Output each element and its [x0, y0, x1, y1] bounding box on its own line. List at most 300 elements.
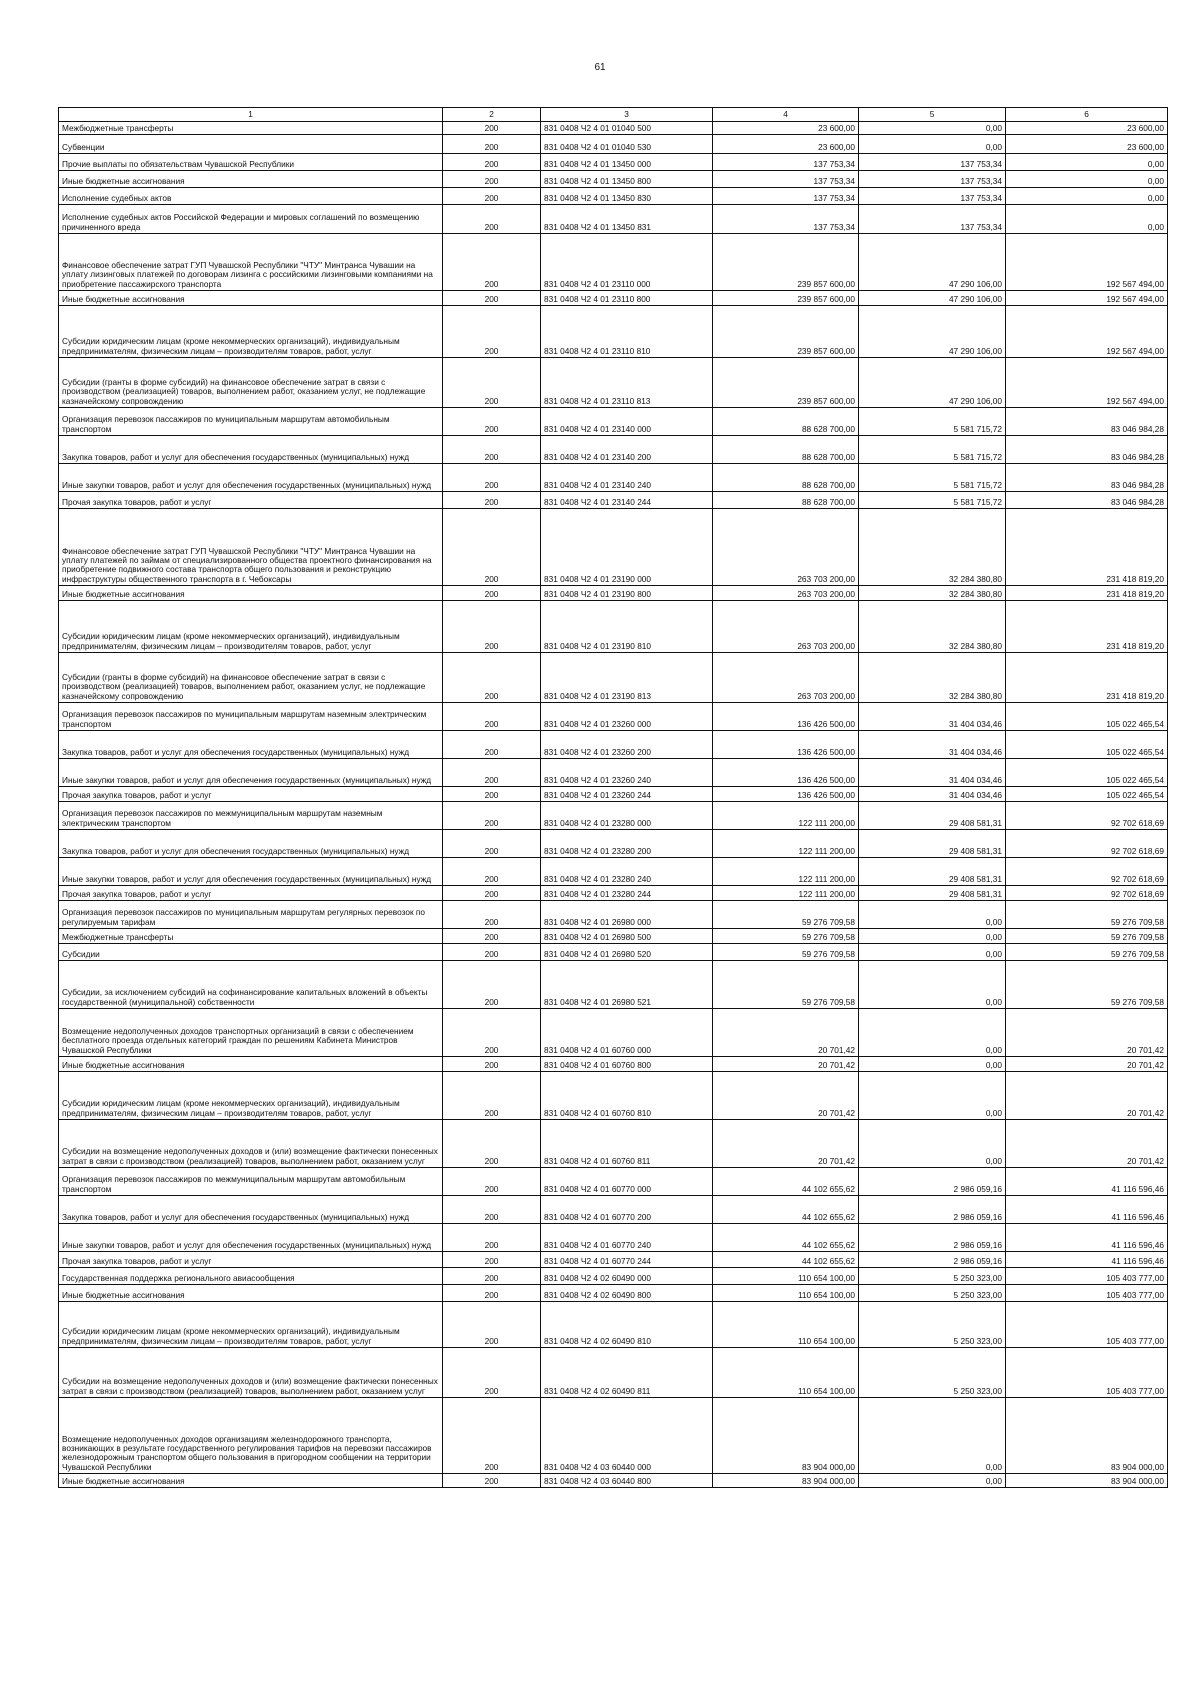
row-name-cell: Организация перевозок пассажиров по межмуниципальным маршрутам автомобильным транспортом [59, 1168, 443, 1196]
row-name-cell: Возмещение недополученных доходов организациям железнодорожного транспорта, возникающих в результате государственного регулирования тарифов на перевозки пассажиров железнодорожным транспортом общего пользования в пригородном сообщении на территории Чувашской Республики [59, 1398, 443, 1474]
row-code-cell: 831 0408 Ч2 4 03 60440 800 [541, 1474, 713, 1488]
row-amount-planned-cell: 239 857 600,00 [713, 306, 859, 358]
row-amount-remaining-cell: 105 022 465,54 [1006, 759, 1168, 787]
row-column2-cell: 200 [443, 492, 541, 509]
row-amount-planned-cell: 20 701,42 [713, 1009, 859, 1057]
row-amount-executed-cell: 2 986 059,16 [859, 1224, 1006, 1252]
column-header: 2 [443, 108, 541, 122]
row-name-cell: Прочая закупка товаров, работ и услуг [59, 492, 443, 509]
row-code-cell: 831 0408 Ч2 4 01 60760 800 [541, 1057, 713, 1072]
row-name-cell: Исполнение судебных актов Российской Федерации и мировых соглашений по возмещению причиненного вреда [59, 205, 443, 234]
row-column2-cell: 200 [443, 1302, 541, 1348]
row-amount-remaining-cell: 0,00 [1006, 154, 1168, 171]
row-amount-remaining-cell: 41 116 596,46 [1006, 1168, 1168, 1196]
row-amount-planned-cell: 137 753,34 [713, 188, 859, 205]
row-amount-executed-cell: 5 581 715,72 [859, 408, 1006, 436]
column-header: 6 [1006, 108, 1168, 122]
column-header: 4 [713, 108, 859, 122]
row-code-cell: 831 0408 Ч2 4 01 26980 520 [541, 944, 713, 961]
row-code-cell: 831 0408 Ч2 4 01 23260 000 [541, 703, 713, 731]
table-row [59, 653, 1168, 703]
row-name-cell: Иные закупки товаров, работ и услуг для обеспечения государственных (муниципальных) нужд [59, 1224, 443, 1252]
row-name-cell: Исполнение судебных актов [59, 188, 443, 205]
row-column2-cell: 200 [443, 122, 541, 135]
table-row [59, 944, 1168, 961]
row-amount-remaining-cell: 192 567 494,00 [1006, 234, 1168, 291]
row-amount-remaining-cell: 59 276 709,58 [1006, 944, 1168, 961]
row-amount-remaining-cell: 83 046 984,28 [1006, 408, 1168, 436]
row-column2-cell: 200 [443, 509, 541, 586]
row-amount-remaining-cell: 0,00 [1006, 171, 1168, 188]
row-amount-executed-cell: 0,00 [859, 122, 1006, 135]
row-amount-executed-cell: 0,00 [859, 1057, 1006, 1072]
row-name-cell: Иные бюджетные ассигнования [59, 1285, 443, 1302]
table-row [59, 1196, 1168, 1224]
row-amount-executed-cell: 31 404 034,46 [859, 787, 1006, 802]
row-amount-planned-cell: 263 703 200,00 [713, 509, 859, 586]
row-code-cell: 831 0408 Ч2 4 01 26980 000 [541, 901, 713, 929]
row-code-cell: 831 0408 Ч2 4 01 01040 500 [541, 122, 713, 135]
row-amount-executed-cell: 47 290 106,00 [859, 306, 1006, 358]
row-name-cell: Финансовое обеспечение затрат ГУП Чувашской Республики "ЧТУ" Минтранса Чувашии на уплату лизинговых платежей по договорам лизинга с российскими лизинговыми компаниями на приобретение пассажирского транспорта [59, 234, 443, 291]
row-name-cell: Иные бюджетные ассигнования [59, 1057, 443, 1072]
row-amount-executed-cell: 47 290 106,00 [859, 234, 1006, 291]
row-amount-executed-cell: 5 250 323,00 [859, 1302, 1006, 1348]
row-name-cell: Прочая закупка товаров, работ и услуг [59, 886, 443, 901]
row-column2-cell: 200 [443, 306, 541, 358]
row-column2-cell: 200 [443, 961, 541, 1009]
table-row [59, 586, 1168, 601]
row-amount-executed-cell: 0,00 [859, 1474, 1006, 1488]
row-column2-cell: 200 [443, 586, 541, 601]
row-amount-executed-cell: 31 404 034,46 [859, 759, 1006, 787]
table-row [59, 929, 1168, 944]
row-name-cell: Организация перевозок пассажиров по муниципальным маршрутам автомобильным транспортом [59, 408, 443, 436]
row-column2-cell: 200 [443, 234, 541, 291]
row-amount-planned-cell: 137 753,34 [713, 205, 859, 234]
row-column2-cell: 200 [443, 135, 541, 154]
row-column2-cell: 200 [443, 886, 541, 901]
row-amount-executed-cell: 32 284 380,80 [859, 601, 1006, 653]
row-code-cell: 831 0408 Ч2 4 01 13450 830 [541, 188, 713, 205]
row-amount-remaining-cell: 59 276 709,58 [1006, 961, 1168, 1009]
row-amount-remaining-cell: 23 600,00 [1006, 122, 1168, 135]
row-amount-planned-cell: 122 111 200,00 [713, 886, 859, 901]
row-code-cell: 831 0408 Ч2 4 01 13450 800 [541, 171, 713, 188]
row-amount-planned-cell: 44 102 655,62 [713, 1224, 859, 1252]
row-column2-cell: 200 [443, 787, 541, 802]
row-code-cell: 831 0408 Ч2 4 01 60760 811 [541, 1120, 713, 1168]
row-code-cell: 831 0408 Ч2 4 01 23280 200 [541, 830, 713, 858]
row-amount-executed-cell: 0,00 [859, 944, 1006, 961]
row-name-cell: Организация перевозок пассажиров по муниципальным маршрутам регулярных перевозок по регулируемым тарифам [59, 901, 443, 929]
row-name-cell: Закупка товаров, работ и услуг для обеспечения государственных (муниципальных) нужд [59, 1196, 443, 1224]
table-row [59, 1348, 1168, 1398]
row-amount-executed-cell: 0,00 [859, 1120, 1006, 1168]
row-amount-planned-cell: 59 276 709,58 [713, 961, 859, 1009]
row-amount-planned-cell: 44 102 655,62 [713, 1196, 859, 1224]
row-amount-executed-cell: 137 753,34 [859, 188, 1006, 205]
table-row [59, 1009, 1168, 1057]
row-amount-remaining-cell: 105 022 465,54 [1006, 703, 1168, 731]
table-row [59, 171, 1168, 188]
row-code-cell: 831 0408 Ч2 4 01 23280 240 [541, 858, 713, 886]
table-row [59, 830, 1168, 858]
row-amount-executed-cell: 0,00 [859, 1398, 1006, 1474]
row-column2-cell: 200 [443, 1224, 541, 1252]
row-name-cell: Субсидии (гранты в форме субсидий) на финансовое обеспечение затрат в связи с производством (реализацией) товаров, выполнением работ, оказанием услуг, не подлежащие казначейскому сопровождению [59, 653, 443, 703]
row-amount-remaining-cell: 105 403 777,00 [1006, 1268, 1168, 1285]
table-row [59, 154, 1168, 171]
row-column2-cell: 200 [443, 1072, 541, 1120]
row-code-cell: 831 0408 Ч2 4 03 60440 000 [541, 1398, 713, 1474]
row-amount-planned-cell: 263 703 200,00 [713, 653, 859, 703]
row-amount-planned-cell: 59 276 709,58 [713, 929, 859, 944]
table-row [59, 802, 1168, 830]
row-name-cell: Субсидии юридическим лицам (кроме некоммерческих организаций), индивидуальным предпринимателям, физическим лицам – производителям товаров, работ, услуг [59, 1072, 443, 1120]
row-code-cell: 831 0408 Ч2 4 01 26980 521 [541, 961, 713, 1009]
row-column2-cell: 200 [443, 731, 541, 759]
row-amount-remaining-cell: 20 701,42 [1006, 1072, 1168, 1120]
table-row [59, 358, 1168, 408]
row-amount-planned-cell: 20 701,42 [713, 1120, 859, 1168]
row-code-cell: 831 0408 Ч2 4 01 60770 000 [541, 1168, 713, 1196]
row-column2-cell: 200 [443, 802, 541, 830]
table-row [59, 1252, 1168, 1268]
row-code-cell: 831 0408 Ч2 4 01 23190 813 [541, 653, 713, 703]
row-amount-planned-cell: 20 701,42 [713, 1072, 859, 1120]
row-column2-cell: 200 [443, 929, 541, 944]
row-amount-remaining-cell: 105 022 465,54 [1006, 787, 1168, 802]
row-code-cell: 831 0408 Ч2 4 01 13450 831 [541, 205, 713, 234]
row-name-cell: Прочая закупка товаров, работ и услуг [59, 1252, 443, 1268]
row-column2-cell: 200 [443, 1057, 541, 1072]
row-amount-remaining-cell: 41 116 596,46 [1006, 1224, 1168, 1252]
row-name-cell: Иные бюджетные ассигнования [59, 291, 443, 306]
table-row [59, 886, 1168, 901]
table-row [59, 509, 1168, 586]
row-name-cell: Государственная поддержка регионального авиасообщения [59, 1268, 443, 1285]
row-column2-cell: 200 [443, 1252, 541, 1268]
row-amount-remaining-cell: 20 701,42 [1006, 1009, 1168, 1057]
row-code-cell: 831 0408 Ч2 4 01 60760 810 [541, 1072, 713, 1120]
row-name-cell: Субсидии юридическим лицам (кроме некоммерческих организаций), индивидуальным предпринимателям, физическим лицам – производителям товаров, работ, услуг [59, 601, 443, 653]
row-amount-remaining-cell: 105 022 465,54 [1006, 731, 1168, 759]
row-code-cell: 831 0408 Ч2 4 01 23110 800 [541, 291, 713, 306]
row-code-cell: 831 0408 Ч2 4 01 01040 530 [541, 135, 713, 154]
row-amount-executed-cell: 32 284 380,80 [859, 586, 1006, 601]
row-amount-planned-cell: 136 426 500,00 [713, 731, 859, 759]
row-code-cell: 831 0408 Ч2 4 01 23280 000 [541, 802, 713, 830]
row-name-cell: Иные закупки товаров, работ и услуг для обеспечения государственных (муниципальных) нужд [59, 759, 443, 787]
row-amount-planned-cell: 136 426 500,00 [713, 703, 859, 731]
row-column2-cell: 200 [443, 1268, 541, 1285]
row-code-cell: 831 0408 Ч2 4 01 60770 244 [541, 1252, 713, 1268]
row-amount-remaining-cell: 0,00 [1006, 205, 1168, 234]
row-amount-executed-cell: 137 753,34 [859, 154, 1006, 171]
row-amount-planned-cell: 122 111 200,00 [713, 830, 859, 858]
row-name-cell: Межбюджетные трансферты [59, 122, 443, 135]
row-amount-remaining-cell: 83 904 000,00 [1006, 1474, 1168, 1488]
row-amount-planned-cell: 59 276 709,58 [713, 901, 859, 929]
row-amount-planned-cell: 88 628 700,00 [713, 408, 859, 436]
row-amount-remaining-cell: 41 116 596,46 [1006, 1252, 1168, 1268]
row-name-cell: Субвенции [59, 135, 443, 154]
row-code-cell: 831 0408 Ч2 4 02 60490 810 [541, 1302, 713, 1348]
page-number: 61 [594, 62, 606, 73]
row-column2-cell: 200 [443, 601, 541, 653]
row-amount-executed-cell: 5 581 715,72 [859, 464, 1006, 492]
row-amount-executed-cell: 5 250 323,00 [859, 1285, 1006, 1302]
row-amount-planned-cell: 110 654 100,00 [713, 1268, 859, 1285]
budget-table [58, 107, 1168, 1488]
row-amount-remaining-cell: 83 046 984,28 [1006, 436, 1168, 464]
table-row [59, 901, 1168, 929]
row-column2-cell: 200 [443, 154, 541, 171]
row-name-cell: Закупка товаров, работ и услуг для обеспечения государственных (муниципальных) нужд [59, 731, 443, 759]
row-code-cell: 831 0408 Ч2 4 01 23260 244 [541, 787, 713, 802]
row-name-cell: Иные закупки товаров, работ и услуг для обеспечения государственных (муниципальных) нужд [59, 858, 443, 886]
row-name-cell: Субсидии юридическим лицам (кроме некоммерческих организаций), индивидуальным предпринимателям, физическим лицам – производителям товаров, работ, услуг [59, 306, 443, 358]
row-amount-executed-cell: 0,00 [859, 1009, 1006, 1057]
table-row [59, 731, 1168, 759]
row-column2-cell: 200 [443, 1285, 541, 1302]
row-amount-remaining-cell: 231 418 819,20 [1006, 653, 1168, 703]
row-amount-executed-cell: 29 408 581,31 [859, 830, 1006, 858]
table-row [59, 205, 1168, 234]
row-column2-cell: 200 [443, 703, 541, 731]
row-amount-planned-cell: 137 753,34 [713, 154, 859, 171]
column-number-row [59, 108, 1168, 122]
table-row [59, 1224, 1168, 1252]
row-column2-cell: 200 [443, 171, 541, 188]
row-amount-remaining-cell: 83 046 984,28 [1006, 492, 1168, 509]
table-row [59, 291, 1168, 306]
row-code-cell: 831 0408 Ч2 4 01 60770 240 [541, 1224, 713, 1252]
row-amount-planned-cell: 23 600,00 [713, 135, 859, 154]
row-name-cell: Прочая закупка товаров, работ и услуг [59, 787, 443, 802]
row-code-cell: 831 0408 Ч2 4 01 23110 000 [541, 234, 713, 291]
row-name-cell: Иные бюджетные ассигнования [59, 171, 443, 188]
row-amount-planned-cell: 59 276 709,58 [713, 944, 859, 961]
row-amount-planned-cell: 239 857 600,00 [713, 234, 859, 291]
table-row [59, 759, 1168, 787]
row-amount-planned-cell: 239 857 600,00 [713, 291, 859, 306]
row-name-cell: Субсидии на возмещение недополученных доходов и (или) возмещение фактически понесенных затрат в связи с производством (реализацией) товаров, выполнением работ, оказанием услуг [59, 1120, 443, 1168]
row-amount-executed-cell: 2 986 059,16 [859, 1196, 1006, 1224]
row-amount-planned-cell: 83 904 000,00 [713, 1474, 859, 1488]
table-row [59, 1168, 1168, 1196]
row-code-cell: 831 0408 Ч2 4 01 23260 240 [541, 759, 713, 787]
row-code-cell: 831 0408 Ч2 4 01 23140 000 [541, 408, 713, 436]
table-row [59, 408, 1168, 436]
row-amount-planned-cell: 20 701,42 [713, 1057, 859, 1072]
row-amount-remaining-cell: 23 600,00 [1006, 135, 1168, 154]
column-header: 3 [541, 108, 713, 122]
table-row [59, 1474, 1168, 1488]
row-amount-planned-cell: 44 102 655,62 [713, 1252, 859, 1268]
row-amount-remaining-cell: 92 702 618,69 [1006, 830, 1168, 858]
row-amount-remaining-cell: 83 904 000,00 [1006, 1398, 1168, 1474]
row-amount-remaining-cell: 59 276 709,58 [1006, 901, 1168, 929]
column-header: 5 [859, 108, 1006, 122]
row-name-cell: Межбюджетные трансферты [59, 929, 443, 944]
row-column2-cell: 200 [443, 291, 541, 306]
row-amount-planned-cell: 122 111 200,00 [713, 802, 859, 830]
table-row [59, 122, 1168, 135]
row-column2-cell: 200 [443, 1474, 541, 1488]
table-row [59, 1302, 1168, 1348]
row-amount-planned-cell: 263 703 200,00 [713, 601, 859, 653]
row-amount-executed-cell: 137 753,34 [859, 171, 1006, 188]
row-code-cell: 831 0408 Ч2 4 01 23140 200 [541, 436, 713, 464]
row-amount-remaining-cell: 192 567 494,00 [1006, 358, 1168, 408]
row-amount-remaining-cell: 20 701,42 [1006, 1057, 1168, 1072]
row-amount-remaining-cell: 41 116 596,46 [1006, 1196, 1168, 1224]
row-amount-remaining-cell: 192 567 494,00 [1006, 291, 1168, 306]
row-amount-remaining-cell: 20 701,42 [1006, 1120, 1168, 1168]
row-column2-cell: 200 [443, 1348, 541, 1398]
row-code-cell: 831 0408 Ч2 4 01 23190 810 [541, 601, 713, 653]
row-column2-cell: 200 [443, 358, 541, 408]
row-amount-executed-cell: 0,00 [859, 961, 1006, 1009]
row-amount-remaining-cell: 0,00 [1006, 188, 1168, 205]
row-amount-executed-cell: 29 408 581,31 [859, 886, 1006, 901]
row-code-cell: 831 0408 Ч2 4 01 23110 813 [541, 358, 713, 408]
row-amount-remaining-cell: 105 403 777,00 [1006, 1285, 1168, 1302]
row-code-cell: 831 0408 Ч2 4 02 60490 000 [541, 1268, 713, 1285]
table-row [59, 306, 1168, 358]
row-name-cell: Организация перевозок пассажиров по межмуниципальным маршрутам наземным электрическим транспортом [59, 802, 443, 830]
row-amount-remaining-cell: 192 567 494,00 [1006, 306, 1168, 358]
table-row [59, 135, 1168, 154]
table-row [59, 492, 1168, 509]
row-column2-cell: 200 [443, 1398, 541, 1474]
table-row [59, 601, 1168, 653]
row-column2-cell: 200 [443, 830, 541, 858]
table-row [59, 234, 1168, 291]
row-column2-cell: 200 [443, 464, 541, 492]
row-amount-executed-cell: 137 753,34 [859, 205, 1006, 234]
row-amount-planned-cell: 136 426 500,00 [713, 787, 859, 802]
row-amount-planned-cell: 110 654 100,00 [713, 1285, 859, 1302]
table-row [59, 188, 1168, 205]
row-column2-cell: 200 [443, 1196, 541, 1224]
row-amount-executed-cell: 2 986 059,16 [859, 1168, 1006, 1196]
row-name-cell: Субсидии на возмещение недополученных доходов и (или) возмещение фактически понесенных затрат в связи с производством (реализацией) товаров, выполнением работ, оказанием услуг [59, 1348, 443, 1398]
row-code-cell: 831 0408 Ч2 4 01 23140 240 [541, 464, 713, 492]
row-column2-cell: 200 [443, 188, 541, 205]
row-column2-cell: 200 [443, 408, 541, 436]
row-amount-executed-cell: 31 404 034,46 [859, 703, 1006, 731]
row-column2-cell: 200 [443, 759, 541, 787]
row-name-cell: Прочие выплаты по обязательствам Чувашской Республики [59, 154, 443, 171]
row-code-cell: 831 0408 Ч2 4 01 60760 000 [541, 1009, 713, 1057]
table-row [59, 787, 1168, 802]
row-amount-remaining-cell: 83 046 984,28 [1006, 464, 1168, 492]
row-code-cell: 831 0408 Ч2 4 02 60490 800 [541, 1285, 713, 1302]
row-amount-planned-cell: 110 654 100,00 [713, 1302, 859, 1348]
row-amount-executed-cell: 29 408 581,31 [859, 858, 1006, 886]
row-column2-cell: 200 [443, 901, 541, 929]
row-amount-remaining-cell: 59 276 709,58 [1006, 929, 1168, 944]
table-row [59, 1072, 1168, 1120]
row-amount-planned-cell: 88 628 700,00 [713, 464, 859, 492]
row-code-cell: 831 0408 Ч2 4 01 23110 810 [541, 306, 713, 358]
row-name-cell: Организация перевозок пассажиров по муниципальным маршрутам наземным электрическим транспортом [59, 703, 443, 731]
row-name-cell: Субсидии юридическим лицам (кроме некоммерческих организаций), индивидуальным предпринимателям, физическим лицам – производителям товаров, работ, услуг [59, 1302, 443, 1348]
table-row [59, 858, 1168, 886]
row-code-cell: 831 0408 Ч2 4 01 23260 200 [541, 731, 713, 759]
row-name-cell: Иные закупки товаров, работ и услуг для обеспечения государственных (муниципальных) нужд [59, 464, 443, 492]
row-amount-executed-cell: 31 404 034,46 [859, 731, 1006, 759]
row-amount-planned-cell: 88 628 700,00 [713, 492, 859, 509]
row-amount-planned-cell: 137 753,34 [713, 171, 859, 188]
row-amount-executed-cell: 47 290 106,00 [859, 291, 1006, 306]
row-code-cell: 831 0408 Ч2 4 01 23190 000 [541, 509, 713, 586]
column-header: 1 [59, 108, 443, 122]
table-row [59, 464, 1168, 492]
row-amount-remaining-cell: 92 702 618,69 [1006, 886, 1168, 901]
row-column2-cell: 200 [443, 1009, 541, 1057]
row-code-cell: 831 0408 Ч2 4 01 23140 244 [541, 492, 713, 509]
row-column2-cell: 200 [443, 1120, 541, 1168]
table-row [59, 1398, 1168, 1474]
row-amount-executed-cell: 47 290 106,00 [859, 358, 1006, 408]
row-amount-planned-cell: 23 600,00 [713, 122, 859, 135]
table-row [59, 1120, 1168, 1168]
row-amount-planned-cell: 122 111 200,00 [713, 858, 859, 886]
row-amount-executed-cell: 2 986 059,16 [859, 1252, 1006, 1268]
row-amount-remaining-cell: 231 418 819,20 [1006, 509, 1168, 586]
table-row [59, 961, 1168, 1009]
row-name-cell: Финансовое обеспечение затрат ГУП Чувашской Республики "ЧТУ" Минтранса Чувашии на уплату платежей по займам от специализированного общества проектного финансирования на приобретение подвижного состава транспорта общего пользования и реконструкцию инфраструктуры общественного транспорта в г. Чебоксары [59, 509, 443, 586]
row-amount-executed-cell: 29 408 581,31 [859, 802, 1006, 830]
table-row [59, 1268, 1168, 1285]
row-amount-executed-cell: 0,00 [859, 901, 1006, 929]
row-amount-remaining-cell: 231 418 819,20 [1006, 601, 1168, 653]
row-name-cell: Иные бюджетные ассигнования [59, 586, 443, 601]
row-amount-planned-cell: 239 857 600,00 [713, 358, 859, 408]
row-code-cell: 831 0408 Ч2 4 01 13450 000 [541, 154, 713, 171]
row-amount-planned-cell: 136 426 500,00 [713, 759, 859, 787]
row-amount-executed-cell: 32 284 380,80 [859, 509, 1006, 586]
row-code-cell: 831 0408 Ч2 4 01 26980 500 [541, 929, 713, 944]
row-amount-executed-cell: 5 581 715,72 [859, 492, 1006, 509]
row-name-cell: Закупка товаров, работ и услуг для обеспечения государственных (муниципальных) нужд [59, 830, 443, 858]
row-amount-remaining-cell: 92 702 618,69 [1006, 858, 1168, 886]
table-row [59, 436, 1168, 464]
row-code-cell: 831 0408 Ч2 4 02 60490 811 [541, 1348, 713, 1398]
row-amount-executed-cell: 5 581 715,72 [859, 436, 1006, 464]
row-amount-planned-cell: 88 628 700,00 [713, 436, 859, 464]
row-column2-cell: 200 [443, 944, 541, 961]
row-amount-executed-cell: 5 250 323,00 [859, 1348, 1006, 1398]
row-name-cell: Субсидии (гранты в форме субсидий) на финансовое обеспечение затрат в связи с производством (реализацией) товаров, выполнением работ, оказанием услуг, не подлежащие казначейскому сопровождению [59, 358, 443, 408]
row-name-cell: Субсидии [59, 944, 443, 961]
row-amount-planned-cell: 110 654 100,00 [713, 1348, 859, 1398]
row-amount-executed-cell: 0,00 [859, 1072, 1006, 1120]
row-amount-planned-cell: 83 904 000,00 [713, 1398, 859, 1474]
row-column2-cell: 200 [443, 205, 541, 234]
row-amount-executed-cell: 32 284 380,80 [859, 653, 1006, 703]
row-code-cell: 831 0408 Ч2 4 01 23280 244 [541, 886, 713, 901]
row-column2-cell: 200 [443, 653, 541, 703]
row-column2-cell: 200 [443, 436, 541, 464]
table-row [59, 703, 1168, 731]
row-name-cell: Субсидии, за исключением субсидий на софинансирование капитальных вложений в объекты государственной (муниципальной) собственности [59, 961, 443, 1009]
row-code-cell: 831 0408 Ч2 4 01 60770 200 [541, 1196, 713, 1224]
